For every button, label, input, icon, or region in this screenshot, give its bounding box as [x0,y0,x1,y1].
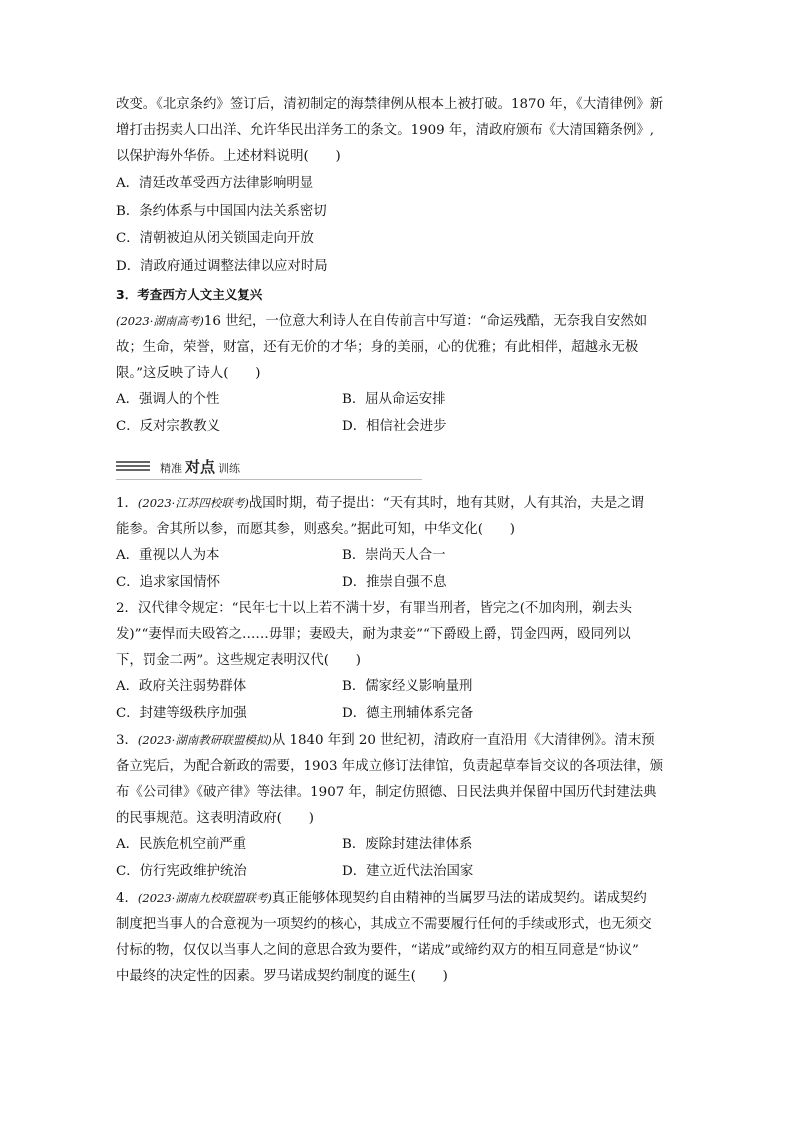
intro-line-2: 增打击拐卖人口出洋、允许华民出洋务工的条文。1909 年，清政府颁布《大清国籍条例》, [116,123,655,138]
q4-line-1: 4．(2023·湖南九校联盟联考)真正能够体现契约自由精神的当属罗马法的诺成契约。诺成契约 [116,891,647,906]
q3b-line-3: 布《公司律》《破产律》等法律。1907 年，制定仿照德、日民法典并保留中国历代封建法典 [116,785,657,800]
q3-option-d: D．相信社会进步 [342,418,447,434]
q3-options-row-2 [116,414,682,441]
q3b-options-row-2 [116,859,682,886]
q3-line-1: (2023·湖南高考)16 世纪，一位意大利诗人在自传前言中写道：“命运残酷，无奈我自安然如 [116,314,648,329]
q3b-option-b: B．废除封建法律体系 [342,837,473,852]
q3-option-b: B．屈从命运安排 [342,392,446,407]
q3-line-3: 限。”这反映了诗人( ) [116,366,261,381]
q2-line-2: 发)”“妻悍而夫殴笞之……毋罪；妻殴夫，耐为隶妾”“下爵殴上爵，罚金四两，殴同列以 [116,627,631,642]
q3-option-c: C．反对宗教教义 [116,418,220,434]
section-divider [116,479,422,480]
intro-line-1: 改变。《北京条约》签订后，清初制定的海禁律例从根本上被打破。1870 年，《大清律例》新 [116,97,664,112]
q3-option-a: A．强调人的个性 [116,392,220,407]
q3b-line-1: 3．(2023·湖南教研联盟模拟)从 1840 年到 20 世纪初，清政府一直沿用《大清律例》。清末预 [116,733,655,748]
q3b-option-a: A．民族危机空前严重 [116,837,247,852]
document-page [116,92,682,990]
q1-option-a: A．重视以人为本 [116,548,220,563]
section-header [116,452,682,484]
q1-option-d: D．推崇自强不息 [342,574,447,590]
q1-options-row-1 [116,543,682,570]
intro-option-a: A．清廷改革受西方法律影响明显 [116,176,314,191]
q3-options-row-1 [116,387,682,414]
section-label: 精准 对点 训练 [160,458,241,476]
intro-option-c: C．清朝被迫从闭关锁国走向开放 [116,231,314,246]
q1-option-b: B．崇尚天人合一 [342,548,446,563]
q3-source: (2023·湖南高考) [116,314,204,328]
q4-line-3: 付标的物，仅仅以当事人之间的意思合致为要件，“诺成”或缔约双方的相互同意是“协议” [116,943,639,958]
q1-option-c: C．追求家国情怀 [116,574,220,590]
q1-source: (2023·江苏四校联考) [137,496,249,510]
q2-option-c: C．封建等级秩序加强 [116,705,247,721]
q3b-option-d: D．建立近代法治国家 [342,863,474,879]
q1-options-row-2 [116,570,682,597]
q2-options-row-2 [116,701,682,728]
q3b-option-c: C．仿行宪政维护统治 [116,863,247,879]
q3b-source: (2023·湖南教研联盟模拟) [137,733,272,747]
intro-option-b: B．条约体系与中国国内法关系密切 [116,203,327,219]
q3b-line-2: 备立宪后，为配合新政的需要，1903 年成立修订法律馆，负责起草奉旨交议的各项法律，颁 [116,759,664,774]
q2-option-b: B．儒家经义影响量刑 [342,679,473,694]
intro-option-d: D．清政府通过调整法律以应对时局 [116,258,328,274]
q4-line-2: 制度把当事人的合意视为一项契约的核心，其成立不需要履行任何的手续或形式，也无须交 [116,917,652,932]
q3-line-2: 故；生命，荣誉，财富，还有无价的才华；身的美丽，心的优雅；有此相伴，超越永无极 [116,340,639,355]
q3b-options-row-1 [116,832,682,859]
q1-line-2: 能参。舍其所以参，而愿其参，则惑矣。”据此可知，中华文化( ) [116,522,515,537]
q4-source: (2023·湖南九校联盟联考) [137,891,272,905]
q4-line-4: 中最终的决定性的因素。罗马诺成契约制度的诞生( ) [116,969,448,984]
q2-line-1: 2．汉代律令规定：“民年七十以上若不满十岁，有罪当刑者，皆完之(不加肉刑，剃去头 [116,601,633,616]
q3-heading: 3．考查西方人文主义复兴 [116,287,263,302]
q2-options-row-1 [116,674,682,701]
q2-option-d: D．德主刑辅体系完备 [342,705,474,721]
q2-option-a: A．政府关注弱势群体 [116,679,247,694]
q3b-line-4: 的民事规范。这表明清政府( ) [116,811,314,826]
section-stripes-icon [116,461,150,472]
q1-line-1: 1．(2023·江苏四校联考)战国时期，荀子提出：“天有其时，地有其财，人有其治，夫是之谓 [116,496,644,511]
intro-line-3: 以保护海外华侨。上述材料说明( ) [116,149,341,164]
q2-line-3: 下，罚金二两”。这些规定表明汉代( ) [116,653,361,668]
